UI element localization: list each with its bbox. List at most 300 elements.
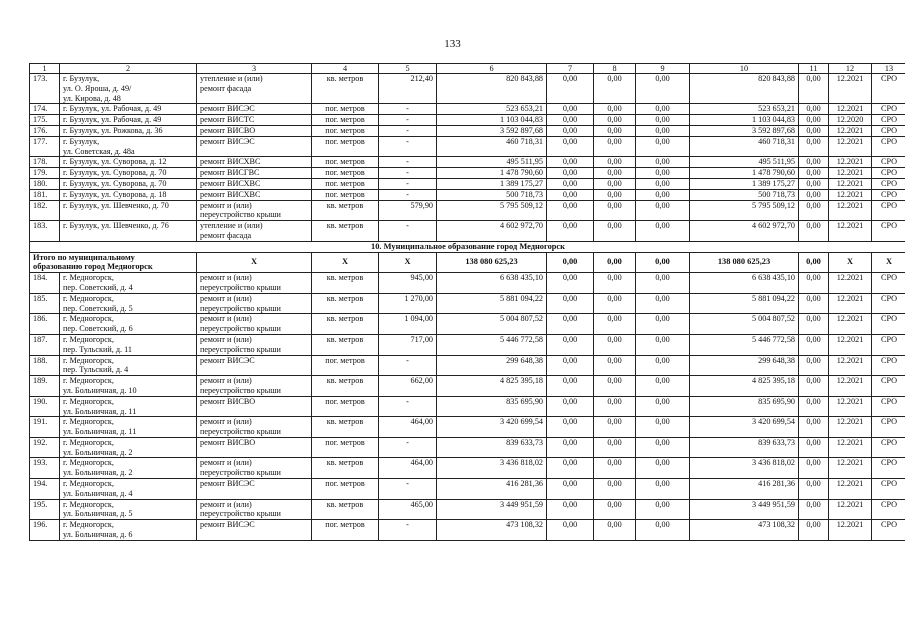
unit: пог. метров (312, 136, 379, 157)
fund-local: 0,00 (636, 157, 690, 168)
completion-date: 12.2021 (829, 437, 872, 458)
fund-owners: 1 478 790,60 (690, 168, 799, 179)
row-number: 177. (30, 136, 60, 157)
cost-total: 3 436 818,02 (437, 458, 547, 479)
completion-date: 12.2021 (829, 136, 872, 157)
work-type (197, 178, 312, 189)
method: СРО (872, 314, 905, 335)
quantity: - (379, 125, 437, 136)
row-number: 183. (30, 221, 60, 242)
address (60, 273, 197, 294)
method: СРО (872, 178, 905, 189)
table-row (30, 458, 905, 479)
address (60, 104, 197, 115)
fund-local: 0,00 (636, 136, 690, 157)
fund-local: 0,00 (636, 314, 690, 335)
address-line: г. Медногорск, (63, 355, 114, 365)
work-type-line: переустройство крыши (200, 210, 281, 220)
total-cell: X (379, 252, 437, 273)
completion-date: 12.2021 (829, 376, 872, 397)
completion-date: 12.2021 (829, 200, 872, 221)
column-number: 12 (829, 64, 872, 74)
row-number: 193. (30, 458, 60, 479)
address-line: г. Медногорск, (63, 520, 114, 530)
specific-cost: 0,00 (799, 437, 829, 458)
method: СРО (872, 157, 905, 168)
table-row (30, 293, 905, 314)
column-number: 6 (437, 64, 547, 74)
cost-total: 416 281,36 (437, 479, 547, 500)
address-line: г. Медногорск, (63, 334, 114, 344)
unit: пог. метров (312, 189, 379, 200)
specific-cost: 0,00 (799, 499, 829, 520)
address-line: г. Медногорск, (63, 376, 114, 386)
fund-federal: 0,00 (547, 104, 594, 115)
work-type (197, 334, 312, 355)
work-type-line: утепление и (или) (200, 74, 263, 83)
fund-local: 0,00 (636, 396, 690, 417)
completion-date: 12.2021 (829, 189, 872, 200)
address-line: ул. Больничная, д. 11 (63, 406, 137, 416)
specific-cost: 0,00 (799, 273, 829, 294)
cost-total: 5 446 772,58 (437, 334, 547, 355)
work-type (197, 458, 312, 479)
quantity: 662,00 (379, 376, 437, 397)
address-line: г. Медногорск, (63, 458, 114, 468)
specific-cost: 0,00 (799, 104, 829, 115)
column-number: 11 (799, 64, 829, 74)
work-type (197, 293, 312, 314)
total-label-line: образованию город Медногорск (33, 262, 153, 272)
total-cell: 0,00 (594, 252, 636, 273)
fund-regional: 0,00 (594, 355, 636, 376)
address-line: г. Бузулук, (63, 74, 100, 83)
address (60, 458, 197, 479)
work-type (197, 314, 312, 335)
fund-regional: 0,00 (594, 178, 636, 189)
row-number: 186. (30, 314, 60, 335)
fund-local: 0,00 (636, 520, 690, 541)
fund-owners: 523 653,21 (690, 104, 799, 115)
fund-federal: 0,00 (547, 74, 594, 104)
quantity: - (379, 221, 437, 242)
work-type (197, 437, 312, 458)
work-type (197, 376, 312, 397)
unit: пог. метров (312, 437, 379, 458)
work-type-line: ремонт ВИСВО (200, 396, 256, 406)
specific-cost: 0,00 (799, 157, 829, 168)
fund-owners: 3 592 897,68 (690, 125, 799, 136)
fund-federal: 0,00 (547, 157, 594, 168)
work-type (197, 417, 312, 438)
work-type-line: ремонт фасада (200, 83, 252, 93)
completion-date: 12.2021 (829, 157, 872, 168)
row-number: 182. (30, 200, 60, 221)
completion-date: 12.2021 (829, 293, 872, 314)
cost-total: 3 420 699,54 (437, 417, 547, 438)
work-type (197, 157, 312, 168)
fund-owners: 3 420 699,54 (690, 417, 799, 438)
table-row (30, 74, 905, 104)
specific-cost: 0,00 (799, 417, 829, 438)
unit: кв. метров (312, 74, 379, 104)
specific-cost: 0,00 (799, 125, 829, 136)
fund-federal: 0,00 (547, 334, 594, 355)
fund-local: 0,00 (636, 479, 690, 500)
address-line: ул. Больничная, д. 6 (63, 530, 133, 540)
completion-date: 12.2021 (829, 104, 872, 115)
cost-total: 460 718,31 (437, 136, 547, 157)
fund-owners: 820 843,88 (690, 74, 799, 104)
address-line: г. Бузулук, ул. Суворова, д. 70 (63, 178, 167, 188)
row-number: 187. (30, 334, 60, 355)
completion-date: 12.2021 (829, 458, 872, 479)
cost-total: 495 511,95 (437, 157, 547, 168)
fund-regional: 0,00 (594, 314, 636, 335)
fund-federal: 0,00 (547, 437, 594, 458)
fund-owners: 5 446 772,58 (690, 334, 799, 355)
address-line: ул. Больничная, д. 4 (63, 488, 133, 498)
fund-local: 0,00 (636, 499, 690, 520)
method: СРО (872, 189, 905, 200)
table-row (30, 417, 905, 438)
address-line: пер. Советский, д. 6 (63, 324, 133, 334)
total-cell: X (872, 252, 905, 273)
fund-owners: 5 881 094,22 (690, 293, 799, 314)
fund-owners: 473 108,32 (690, 520, 799, 541)
unit: кв. метров (312, 314, 379, 335)
fund-federal: 0,00 (547, 125, 594, 136)
quantity: - (379, 168, 437, 179)
work-type-line: переустройство крыши (200, 385, 281, 395)
address-line: г. Медногорск, (63, 417, 114, 427)
specific-cost: 0,00 (799, 396, 829, 417)
row-number: 176. (30, 125, 60, 136)
total-cost-fund: 138 080 625,23 (690, 252, 799, 273)
quantity: - (379, 396, 437, 417)
column-number: 10 (690, 64, 799, 74)
fund-owners: 460 718,31 (690, 136, 799, 157)
address-line: ул. Больничная, д. 2 (63, 447, 133, 457)
address (60, 417, 197, 438)
work-type-line: переустройство крыши (200, 427, 281, 437)
quantity: 212,40 (379, 74, 437, 104)
fund-local: 0,00 (636, 355, 690, 376)
work-type (197, 499, 312, 520)
completion-date: 12.2021 (829, 396, 872, 417)
table-row (30, 125, 905, 136)
fund-federal: 0,00 (547, 293, 594, 314)
quantity: 465,00 (379, 499, 437, 520)
work-type-line: ремонт ВИСХВС (200, 189, 261, 199)
page-number: 133 (444, 38, 461, 50)
fund-owners: 5 795 509,12 (690, 200, 799, 221)
fund-federal: 0,00 (547, 221, 594, 242)
column-number: 7 (547, 64, 594, 74)
method: СРО (872, 355, 905, 376)
work-type-line: ремонт ВИСГВС (200, 168, 260, 178)
total-cell: X (312, 252, 379, 273)
specific-cost: 0,00 (799, 168, 829, 179)
specific-cost: 0,00 (799, 221, 829, 242)
table-row (30, 334, 905, 355)
specific-cost: 0,00 (799, 178, 829, 189)
work-type (197, 479, 312, 500)
column-number: 4 (312, 64, 379, 74)
fund-federal: 0,00 (547, 314, 594, 335)
table-row (30, 314, 905, 335)
table-row (30, 221, 905, 242)
work-type-line: ремонт ВИСЭС (200, 104, 255, 114)
completion-date: 12.2021 (829, 74, 872, 104)
work-type-line: ремонт и (или) (200, 200, 252, 210)
completion-date: 12.2021 (829, 314, 872, 335)
method: СРО (872, 136, 905, 157)
unit: пог. метров (312, 104, 379, 115)
work-type-line: ремонт ВИСВО (200, 437, 256, 447)
total-cell: X (829, 252, 872, 273)
work-type (197, 396, 312, 417)
column-number: 2 (60, 64, 197, 74)
completion-date: 12.2021 (829, 479, 872, 500)
fund-federal: 0,00 (547, 178, 594, 189)
address (60, 334, 197, 355)
fund-federal: 0,00 (547, 499, 594, 520)
address-line: ул. Больничная, д. 10 (63, 385, 137, 395)
fund-local: 0,00 (636, 125, 690, 136)
unit: пог. метров (312, 520, 379, 541)
work-type-line: ремонт ВИСВО (200, 125, 256, 135)
row-number: 194. (30, 479, 60, 500)
fund-regional: 0,00 (594, 189, 636, 200)
cost-total: 6 638 435,10 (437, 273, 547, 294)
address (60, 115, 197, 126)
cost-total: 1 478 790,60 (437, 168, 547, 179)
cost-total: 5 795 509,12 (437, 200, 547, 221)
address-line: г. Медногорск, (63, 293, 114, 303)
cost-total: 3 592 897,68 (437, 125, 547, 136)
fund-federal: 0,00 (547, 417, 594, 438)
quantity: - (379, 115, 437, 126)
total-cell: 0,00 (636, 252, 690, 273)
row-number: 179. (30, 168, 60, 179)
fund-regional: 0,00 (594, 479, 636, 500)
method: СРО (872, 376, 905, 397)
specific-cost: 0,00 (799, 355, 829, 376)
cost-total: 4 602 972,70 (437, 221, 547, 242)
completion-date: 12.2021 (829, 520, 872, 541)
address-line: г. Медногорск, (63, 479, 114, 489)
specific-cost: 0,00 (799, 376, 829, 397)
fund-regional: 0,00 (594, 273, 636, 294)
cost-total: 1 389 175,27 (437, 178, 547, 189)
table-row (30, 157, 905, 168)
cost-total: 835 695,90 (437, 396, 547, 417)
fund-owners: 416 281,36 (690, 479, 799, 500)
fund-federal: 0,00 (547, 396, 594, 417)
unit: кв. метров (312, 334, 379, 355)
address-line: ул. Больничная, д. 5 (63, 509, 133, 519)
work-type-line: ремонт ВИСЭС (200, 355, 255, 365)
quantity: 464,00 (379, 417, 437, 438)
unit: кв. метров (312, 273, 379, 294)
completion-date: 12.2021 (829, 178, 872, 189)
work-type-line: ремонт и (или) (200, 499, 252, 509)
fund-local: 0,00 (636, 74, 690, 104)
address-line: ул. Советская, д. 48а (63, 146, 135, 156)
address-line: г. Бузулук, ул. Шевченко, д. 70 (63, 200, 169, 210)
address-line: г. Бузулук, ул. Рабочая, д. 49 (63, 115, 162, 125)
fund-regional: 0,00 (594, 157, 636, 168)
row-number: 185. (30, 293, 60, 314)
fund-owners: 6 638 435,10 (690, 273, 799, 294)
address-line: г. Медногорск, (63, 499, 114, 509)
work-type-line: ремонт и (или) (200, 314, 252, 324)
fund-owners: 1 389 175,27 (690, 178, 799, 189)
quantity: - (379, 104, 437, 115)
method: СРО (872, 273, 905, 294)
quantity: - (379, 520, 437, 541)
work-type-line: ремонт ВИСТС (200, 115, 255, 125)
fund-owners: 495 511,95 (690, 157, 799, 168)
unit: кв. метров (312, 417, 379, 438)
capital-repair-register-table (29, 63, 905, 541)
cost-total: 1 103 044,83 (437, 115, 547, 126)
address-line: г. Медногорск, (63, 273, 114, 283)
address-line: пер. Советский, д. 5 (63, 303, 133, 313)
work-type (197, 273, 312, 294)
method: СРО (872, 520, 905, 541)
address (60, 221, 197, 242)
fund-local: 0,00 (636, 189, 690, 200)
unit: пог. метров (312, 125, 379, 136)
unit: кв. метров (312, 221, 379, 242)
column-number: 3 (197, 64, 312, 74)
fund-local: 0,00 (636, 334, 690, 355)
specific-cost: 0,00 (799, 293, 829, 314)
unit: пог. метров (312, 178, 379, 189)
fund-federal: 0,00 (547, 189, 594, 200)
unit: пог. метров (312, 168, 379, 179)
completion-date: 12.2021 (829, 273, 872, 294)
fund-regional: 0,00 (594, 115, 636, 126)
address (60, 178, 197, 189)
address-line: г. Бузулук, ул. Суворова, д. 18 (63, 189, 167, 199)
fund-owners: 839 633,73 (690, 437, 799, 458)
quantity: 464,00 (379, 458, 437, 479)
work-type (197, 104, 312, 115)
column-number: 1 (30, 64, 60, 74)
total-label (30, 252, 197, 273)
cost-total: 5 881 094,22 (437, 293, 547, 314)
fund-regional: 0,00 (594, 437, 636, 458)
cost-total: 523 653,21 (437, 104, 547, 115)
unit: кв. метров (312, 458, 379, 479)
section-title: 10. Муниципальное образование город Медногорск (30, 241, 905, 252)
address-line: г. Бузулук, (63, 136, 100, 146)
table-row (30, 479, 905, 500)
address-line: ул. Кирова, д. 48 (63, 93, 121, 103)
row-number: 181. (30, 189, 60, 200)
fund-regional: 0,00 (594, 125, 636, 136)
address-line: ул. Больничная, д. 2 (63, 468, 133, 478)
table-row (30, 376, 905, 397)
fund-regional: 0,00 (594, 334, 636, 355)
address (60, 189, 197, 200)
table-row (30, 520, 905, 541)
completion-date: 12.2021 (829, 499, 872, 520)
completion-date: 12.2021 (829, 125, 872, 136)
work-type-line: ремонт и (или) (200, 273, 252, 283)
fund-local: 0,00 (636, 200, 690, 221)
unit: кв. метров (312, 376, 379, 397)
work-type-line: ремонт и (или) (200, 376, 252, 386)
address-line: пер. Тульский, д. 4 (63, 365, 129, 375)
fund-regional: 0,00 (594, 221, 636, 242)
address-line: г. Бузулук, ул. Рабочая, д. 49 (63, 104, 162, 114)
row-number: 196. (30, 520, 60, 541)
specific-cost: 0,00 (799, 74, 829, 104)
quantity: 717,00 (379, 334, 437, 355)
fund-regional: 0,00 (594, 136, 636, 157)
work-type (197, 189, 312, 200)
fund-federal: 0,00 (547, 355, 594, 376)
address (60, 136, 197, 157)
fund-regional: 0,00 (594, 168, 636, 179)
quantity: 1 094,00 (379, 314, 437, 335)
address (60, 74, 197, 104)
cost-total: 3 449 951,59 (437, 499, 547, 520)
work-type-line: ремонт и (или) (200, 334, 252, 344)
fund-federal: 0,00 (547, 376, 594, 397)
work-type-line: переустройство крыши (200, 303, 281, 313)
fund-local: 0,00 (636, 376, 690, 397)
address-line: пер. Советский, д. 4 (63, 282, 133, 292)
address-line: г. Бузулук, ул. Шевченко, д. 76 (63, 221, 169, 231)
address (60, 499, 197, 520)
fund-owners: 3 449 951,59 (690, 499, 799, 520)
work-type-line: переустройство крыши (200, 509, 281, 519)
unit: пог. метров (312, 479, 379, 500)
completion-date: 12.2021 (829, 168, 872, 179)
method: СРО (872, 104, 905, 115)
method: СРО (872, 293, 905, 314)
method: СРО (872, 200, 905, 221)
table-row (30, 437, 905, 458)
address (60, 437, 197, 458)
address (60, 396, 197, 417)
fund-federal: 0,00 (547, 273, 594, 294)
total-cell: 0,00 (547, 252, 594, 273)
work-type-line: ремонт фасада (200, 230, 252, 240)
fund-owners: 299 648,38 (690, 355, 799, 376)
quantity: 1 270,00 (379, 293, 437, 314)
address-line: г. Бузулук, ул. Суворова, д. 70 (63, 168, 167, 178)
method: СРО (872, 396, 905, 417)
specific-cost: 0,00 (799, 520, 829, 541)
work-type (197, 200, 312, 221)
work-type (197, 74, 312, 104)
total-cell: 0,00 (799, 252, 829, 273)
address (60, 125, 197, 136)
fund-federal: 0,00 (547, 520, 594, 541)
quantity: 945,00 (379, 273, 437, 294)
table-row (30, 168, 905, 179)
completion-date: 12.2021 (829, 221, 872, 242)
fund-federal: 0,00 (547, 136, 594, 157)
fund-local: 0,00 (636, 221, 690, 242)
table-row (30, 273, 905, 294)
